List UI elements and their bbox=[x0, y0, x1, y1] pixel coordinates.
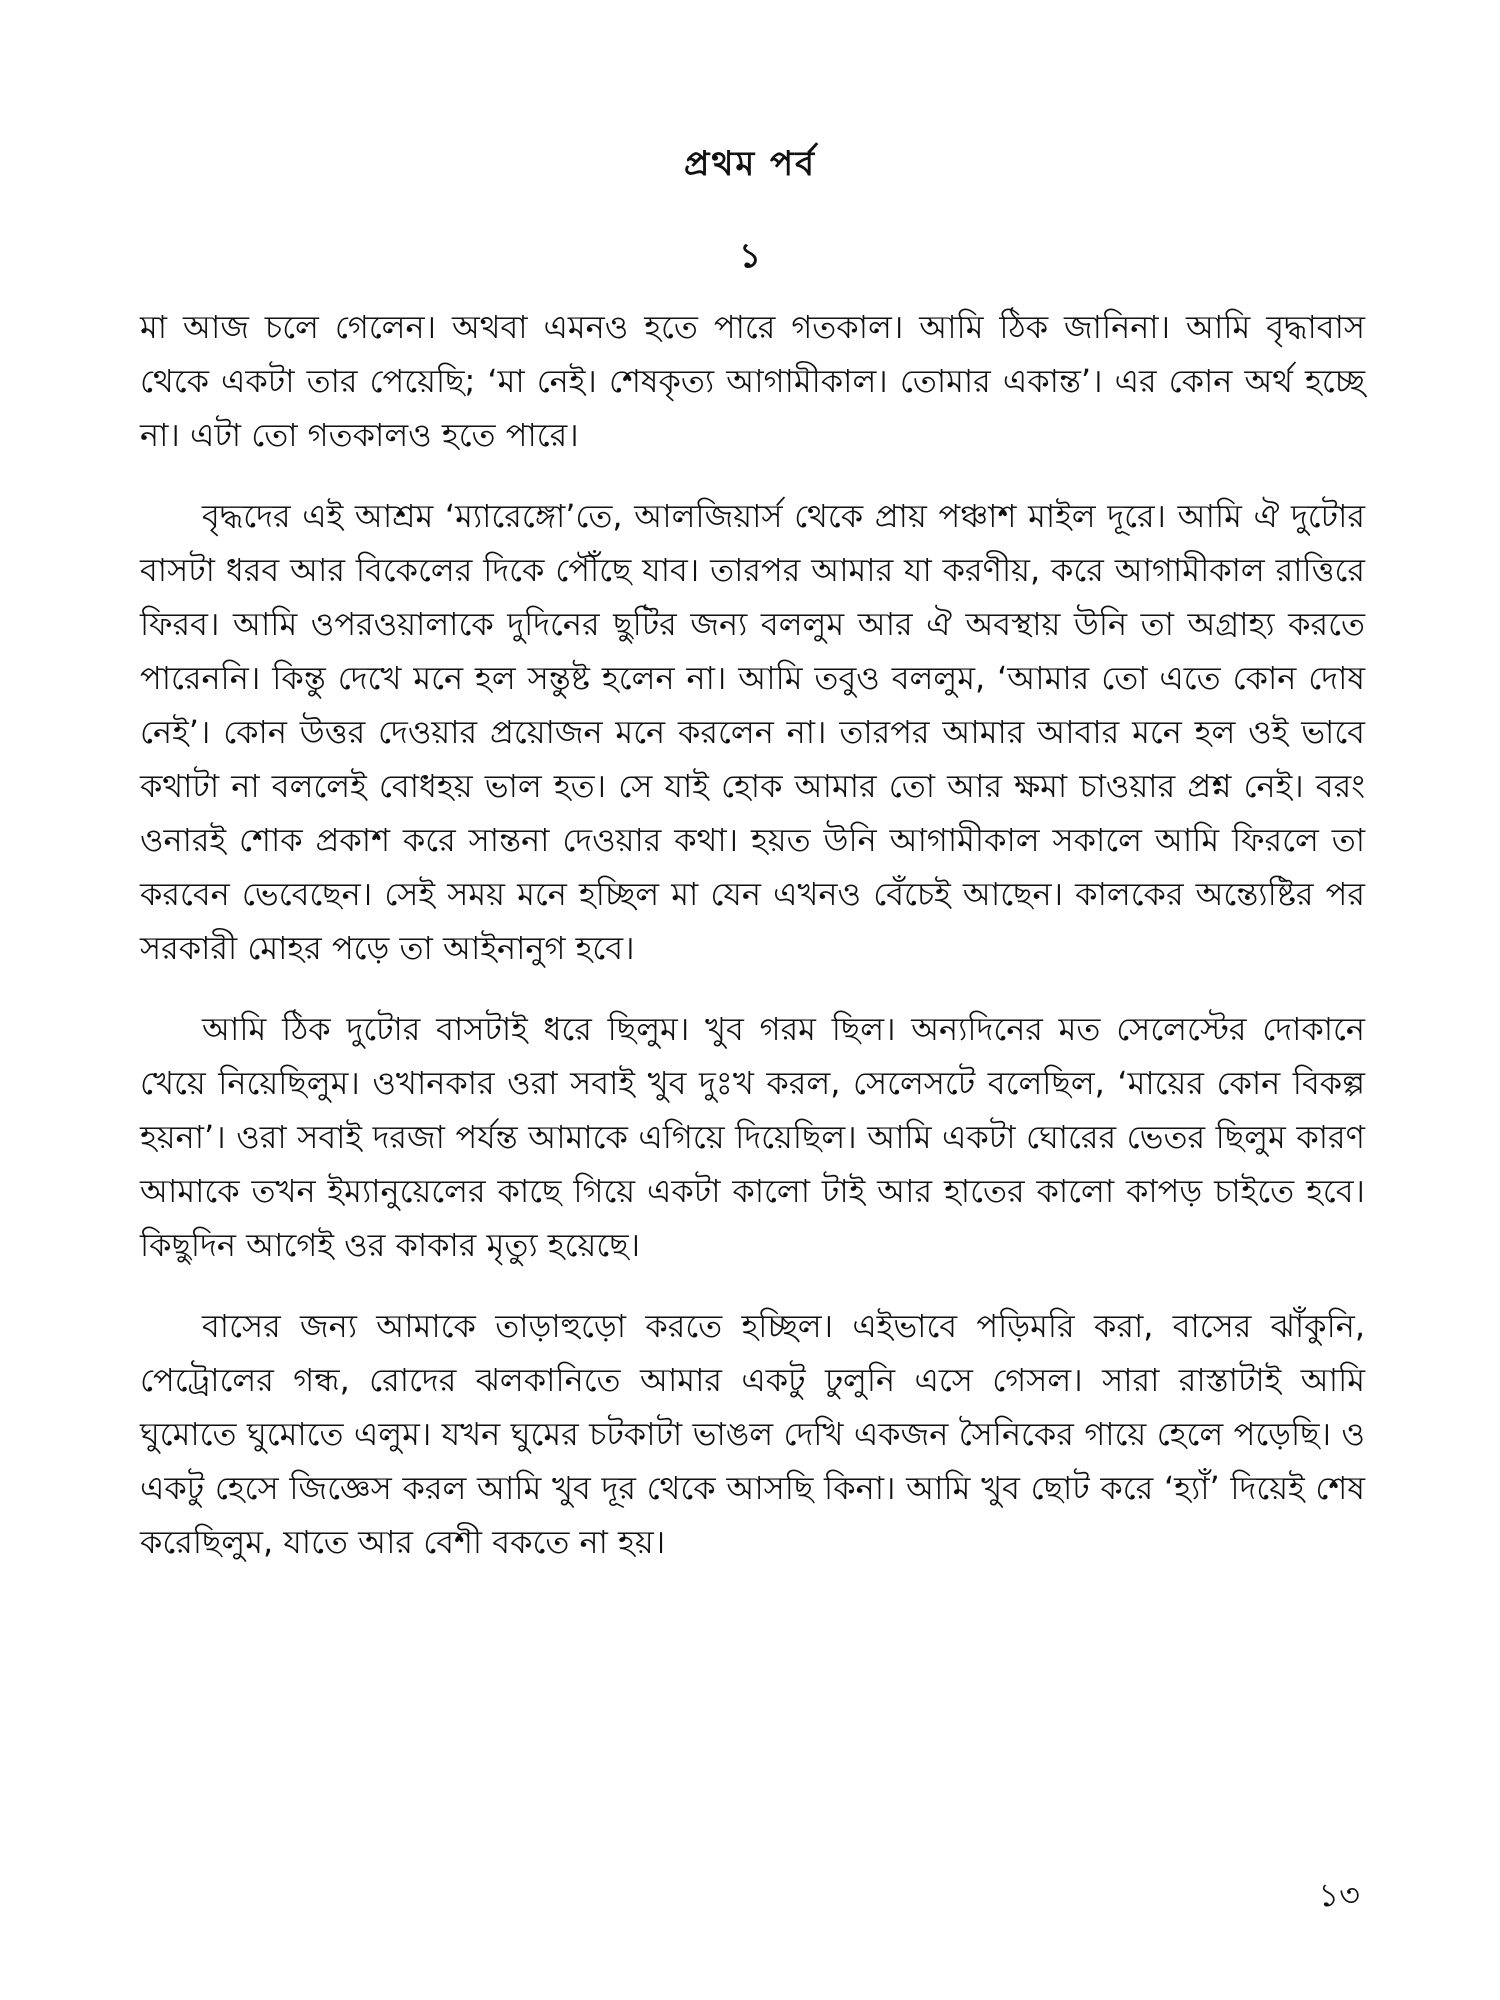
section-title: প্রথম পর্ব bbox=[683, 144, 817, 184]
body-text bbox=[140, 300, 1365, 1596]
paragraph-1: মা আজ চলে গেলেন। অথবা এমনও হতে পারে গতকাল। আমি ঠিক জানিনা। আমি বৃদ্ধাবাস থেকে একটা তার পেয়েছি; ‘মা নেই। শেষকৃত্য আগামীকাল। তোমার একান্ত’। এর কোন অর্থ হচ্ছে না। এটা তো গতকালও হতে পারে। bbox=[140, 308, 1365, 454]
chapter-number: ১ bbox=[738, 236, 762, 276]
paragraph-4: বাসের জন্য আমাকে তাড়াহুড়ো করতে হচ্ছিল। এইভাবে পড়িমরি করা, বাসের ঝাঁকুনি, পেট্রোলের গন্ধ, রোদের ঝলকানিতে আমার একটু ঢুলুনি এসে গেসল। সারা রাস্তাটাই আমি ঘুমোতে ঘুমোতে এলুম। যখন ঘুমের চটকাটা ভাঙল দেখি একজন সৈনিকের গায়ে হেলে পড়েছি। ও একটু হেসে জিজ্ঞেস করল আমি খুব দূর থেকে আসছি কিনা। আমি খুব ছোট করে ‘হ্যাঁ’ দিয়েই শেষ করেছিলুম, যাতে আর বেশী বকতে না হয়। bbox=[140, 1307, 1365, 1561]
page-number: ১৩ bbox=[1318, 1876, 1360, 1914]
paragraph-3: আমি ঠিক দুটোর বাসটাই ধরে ছিলুম। খুব গরম ছিল। অন্যদিনের মত সেলেস্টের দোকানে খেয়ে নিয়েছিলুম। ওখানকার ওরা সবাই খুব দুঃখ করল, সেলেসটে বলেছিল, ‘মায়ের কোন বিকল্প হয়না’। ওরা সবাই দরজা পর্যন্ত আমাকে এগিয়ে দিয়েছিল। আমি একটা ঘোরের ভেতর ছিলুম কারণ আমাকে তখন ইম্যানুয়েলের কাছে গিয়ে একটা কালো টাই আর হাতের কালো কাপড় চাইতে হবে। কিছুদিন আগেই ওর কাকার মৃত্যু হয়েছে। bbox=[140, 1010, 1365, 1264]
paragraph-2: বৃদ্ধদের এই আশ্রম ‘ম্যারেঙ্গো’তে, আলজিয়ার্স থেকে প্রায় পঞ্চাশ মাইল দূরে। আমি ঐ দুটোর বাসটা ধরব আর বিকেলের দিকে পৌঁছে যাব। তারপর আমার যা করণীয়, করে আগামীকাল রাত্তিরে ফিরব। আমি ওপরওয়ালাকে দুদিনের ছুটির জন্য বললুম আর ঐ অবস্থায় উনি তা অগ্রাহ্য করতে পারেননি। কিন্তু দেখে মনে হল সন্তুষ্ট হলেন না। আমি তবুও বললুম, ‘আমার তো এতে কোন দোষ নেই’। কোন উত্তর দেওয়ার প্রয়োজন মনে করলেন না। তারপর আমার আবার মনে হল ওই ভাবে কথাটা না বললেই বোধহয় ভাল হত। সে যাই হোক আমার তো আর ক্ষমা চাওয়ার প্রশ্ন নেই। বরং ওনারই শোক প্রকাশ করে সান্তনা দেওয়ার কথা। হয়ত উনি আগামীকাল সকালে আমি ফিরলে তা করবেন ভেবেছেন। সেই সময় মনে হচ্ছিল মা যেন এখনও বেঁচেই আছেন। কালকের অন্ত্যেষ্টির পর সরকারী মোহর পড়ে তা আইনানুগ হবে। bbox=[140, 497, 1365, 967]
